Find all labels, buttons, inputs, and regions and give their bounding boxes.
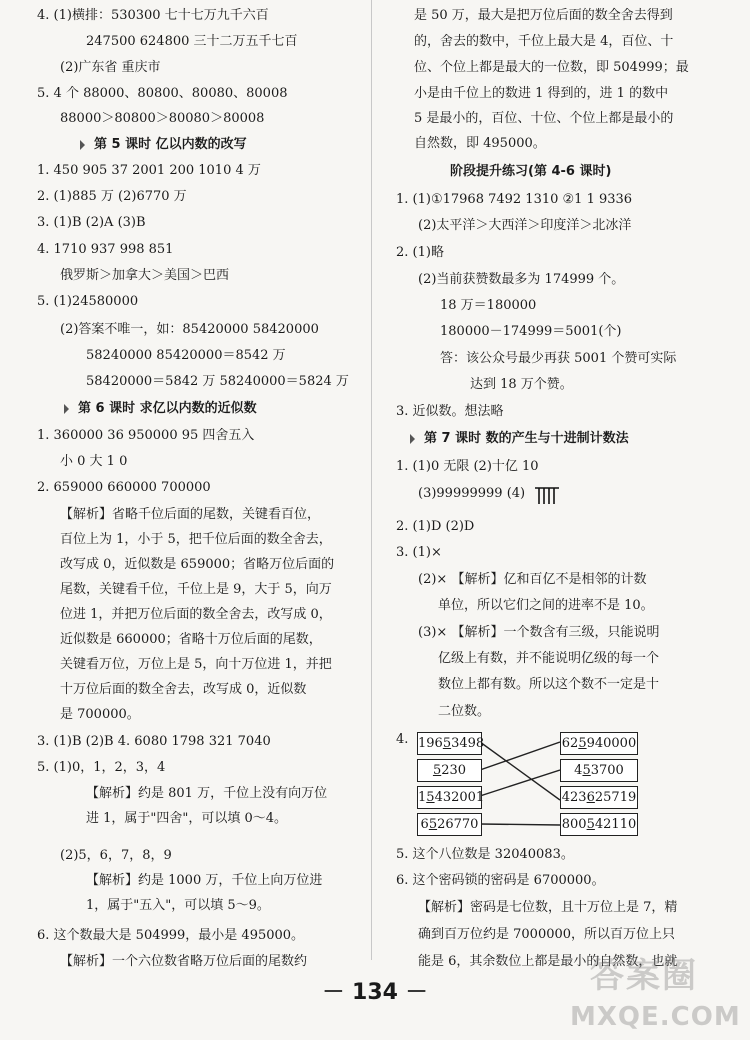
- heading-stage-practice: 阶段提升练习(第 4-6 课时): [450, 164, 612, 179]
- watermark-logo: 答案圈: [590, 956, 698, 996]
- heading-lesson-6: 第 6 课时 求亿以内数的近似数: [78, 401, 257, 416]
- right-line-8: (2)太平洋＞大西洋＞印度洋＞北冰洋: [418, 218, 632, 233]
- left-number-box: 5230: [417, 759, 482, 782]
- right-line-4: 小是由千位上的数进 1 得到的，进 1 的数中: [414, 86, 669, 101]
- counting-rod-icon: [533, 486, 561, 506]
- heading-lesson-5: 第 5 课时 亿以内数的改写: [94, 137, 247, 152]
- right-line-19: 3. (1)×: [396, 545, 442, 560]
- right-line-5: 5 是最小的，百位、十位、个位上都是最小的: [414, 111, 674, 126]
- right-line-15: 3. 近似数。想法略: [396, 404, 504, 419]
- question-4-label: 4.: [396, 732, 409, 747]
- right-line-18: 2. (1)D (2)D: [396, 519, 475, 534]
- column-divider: [371, 0, 372, 960]
- right-line-29: 确到百万位约是 7000000，所以百万位上只: [418, 927, 676, 942]
- heading-marker-icon: [410, 434, 415, 444]
- heading-lesson-7: 第 7 课时 数的产生与十进制计数法: [424, 431, 629, 446]
- right-line-11: 18 万＝180000: [440, 298, 537, 313]
- right-line-9: 2. (1)略: [396, 245, 444, 260]
- left-line-30: 进 1，属于"四舍"，可以填 0～4。: [86, 811, 288, 826]
- left-line-4: 5. 4 个 88000、80800、80080、80008: [37, 86, 288, 101]
- right-line-30: 能是 6，其余数位上都是最小的自然数，也就: [418, 954, 678, 969]
- left-line-31: (2)5，6，7，8，9: [60, 848, 172, 863]
- right-line-1: 是 50 万，最大是把万位后面的数全舍去得到: [414, 8, 673, 23]
- right-line-7: 1. (1)①17968 7492 1310 ②1 1 9336: [396, 192, 633, 207]
- left-line-15: 1. 360000 36 950000 95 四舍五入: [37, 428, 255, 443]
- left-line-17: 2. 659000 660000 700000: [37, 480, 211, 495]
- left-line-14: 58420000＝5842 万 58240000＝5824 万: [86, 374, 349, 389]
- left-line-5: 88000＞80800＞80080＞80008: [60, 111, 265, 126]
- left-line-25: 十万位后面的数全舍去，改写成 0，近似数: [60, 682, 307, 697]
- left-line-23: 近似数是 660000；省略十万位后面的尾数，: [60, 632, 322, 647]
- left-line-22: 位进 1，并把万位后面的数全舍去，改写成 0，: [60, 607, 332, 622]
- right-line-12: 180000－174999＝5001(个): [440, 324, 622, 339]
- left-line-21: 尾数，关键看千位，千位上是 9，大于 5，向万: [60, 582, 332, 597]
- left-line-8: 3. (1)B (2)A (3)B: [37, 215, 146, 230]
- matching-lines: [480, 730, 560, 830]
- left-line-32: 【解析】约是 1000 万，千位上向万位进: [86, 873, 323, 888]
- left-line-19: 百位上为 1，小于 5，把千位后面的数全舍去，: [60, 532, 332, 547]
- left-line-33: 1，属于"五入"，可以填 5～9。: [86, 898, 270, 913]
- left-line-26: 是 700000。: [60, 707, 140, 722]
- left-line-13: 58240000 85420000＝8542 万: [86, 348, 286, 363]
- right-line-27: 6. 这个密码锁的密码是 6700000。: [396, 873, 605, 888]
- right-number-box: 800542110: [560, 813, 638, 836]
- left-line-18: 【解析】省略千位后面的尾数，关键看百位，: [60, 507, 321, 522]
- left-line-16: 小 0 大 1 0: [60, 454, 128, 469]
- right-line-20: (2)× 【解析】亿和百亿不是相邻的计数: [418, 572, 647, 587]
- right-line-2: 的，舍去的数中，千位上最大是 4，百位、十: [414, 34, 674, 49]
- right-line-13: 答：该公众号最少再获 5001 个赞可实际: [440, 351, 677, 366]
- right-line-6: 自然数，即 495000。: [414, 136, 546, 151]
- right-number-box: 625940000: [560, 732, 638, 755]
- left-number-box: 19653498: [417, 732, 482, 755]
- right-line-24: 数位上都有数。所以这个数不一定是十: [438, 677, 660, 692]
- left-line-6: 1. 450 905 37 2001 200 1010 4 万: [37, 163, 261, 178]
- right-line-14: 达到 18 万个赞。: [470, 377, 573, 392]
- heading-marker-icon: [80, 140, 85, 150]
- left-line-1: 4. (1)横排：530300 七十七万九千六百: [37, 8, 269, 23]
- right-line-21: 单位，所以它们之间的进率不是 10。: [438, 598, 654, 613]
- left-line-2: 247500 624800 三十二万五千七百: [86, 34, 298, 49]
- right-line-26: 5. 这个八位数是 32040083。: [396, 847, 574, 862]
- left-line-9: 4. 1710 937 998 851: [37, 242, 174, 257]
- right-line-28: 【解析】密码是七位数，且十万位上是 7，精: [418, 900, 678, 915]
- right-line-10: (2)当前获赞数最多为 174999 个。: [418, 272, 625, 287]
- left-line-24: 关键看万位，万位上是 5，向十万位进 1，并把: [60, 657, 332, 672]
- right-number-box: 453700: [560, 759, 638, 782]
- left-line-20: 改写成 0，近似数是 659000；省略万位后面的: [60, 557, 335, 572]
- right-line-25: 二位数。: [438, 704, 491, 719]
- left-line-11: 5. (1)24580000: [37, 294, 139, 309]
- watermark-url: MXQE.COM: [570, 1002, 741, 1032]
- left-line-28: 5. (1)0，1，2，3，4: [37, 760, 166, 775]
- page-number: － 134 －: [322, 980, 428, 1005]
- heading-marker-icon: [64, 404, 69, 414]
- left-line-3: (2)广东省 重庆市: [60, 60, 161, 75]
- left-line-10: 俄罗斯＞加拿大＞美国＞巴西: [60, 268, 230, 283]
- left-number-box: 6526770: [417, 813, 482, 836]
- left-line-29: 【解析】约是 801 万，千位上没有向万位: [86, 786, 328, 801]
- left-number-box: 15432001: [417, 786, 482, 809]
- right-line-3: 位、个位上都是最大的一位数，即 504999；最: [414, 60, 689, 75]
- left-line-35: 【解析】一个六位数省略万位后面的尾数约: [60, 954, 308, 969]
- right-line-17: (3)99999999 (4): [418, 486, 526, 501]
- left-line-27: 3. (1)B (2)B 4. 6080 1798 321 7040: [37, 734, 271, 749]
- left-line-34: 6. 这个数最大是 504999，最小是 495000。: [37, 928, 305, 943]
- left-line-7: 2. (1)885 万 (2)6770 万: [37, 189, 187, 204]
- left-line-12: (2)答案不唯一，如：85420000 58420000: [60, 322, 319, 337]
- right-line-22: (3)× 【解析】一个数含有三级，只能说明: [418, 625, 660, 640]
- right-line-23: 亿级上有数，并不能说明亿级的每一个: [438, 651, 660, 666]
- right-line-16: 1. (1)0 无限 (2)十亿 10: [396, 459, 539, 474]
- right-number-box: 423625719: [560, 786, 638, 809]
